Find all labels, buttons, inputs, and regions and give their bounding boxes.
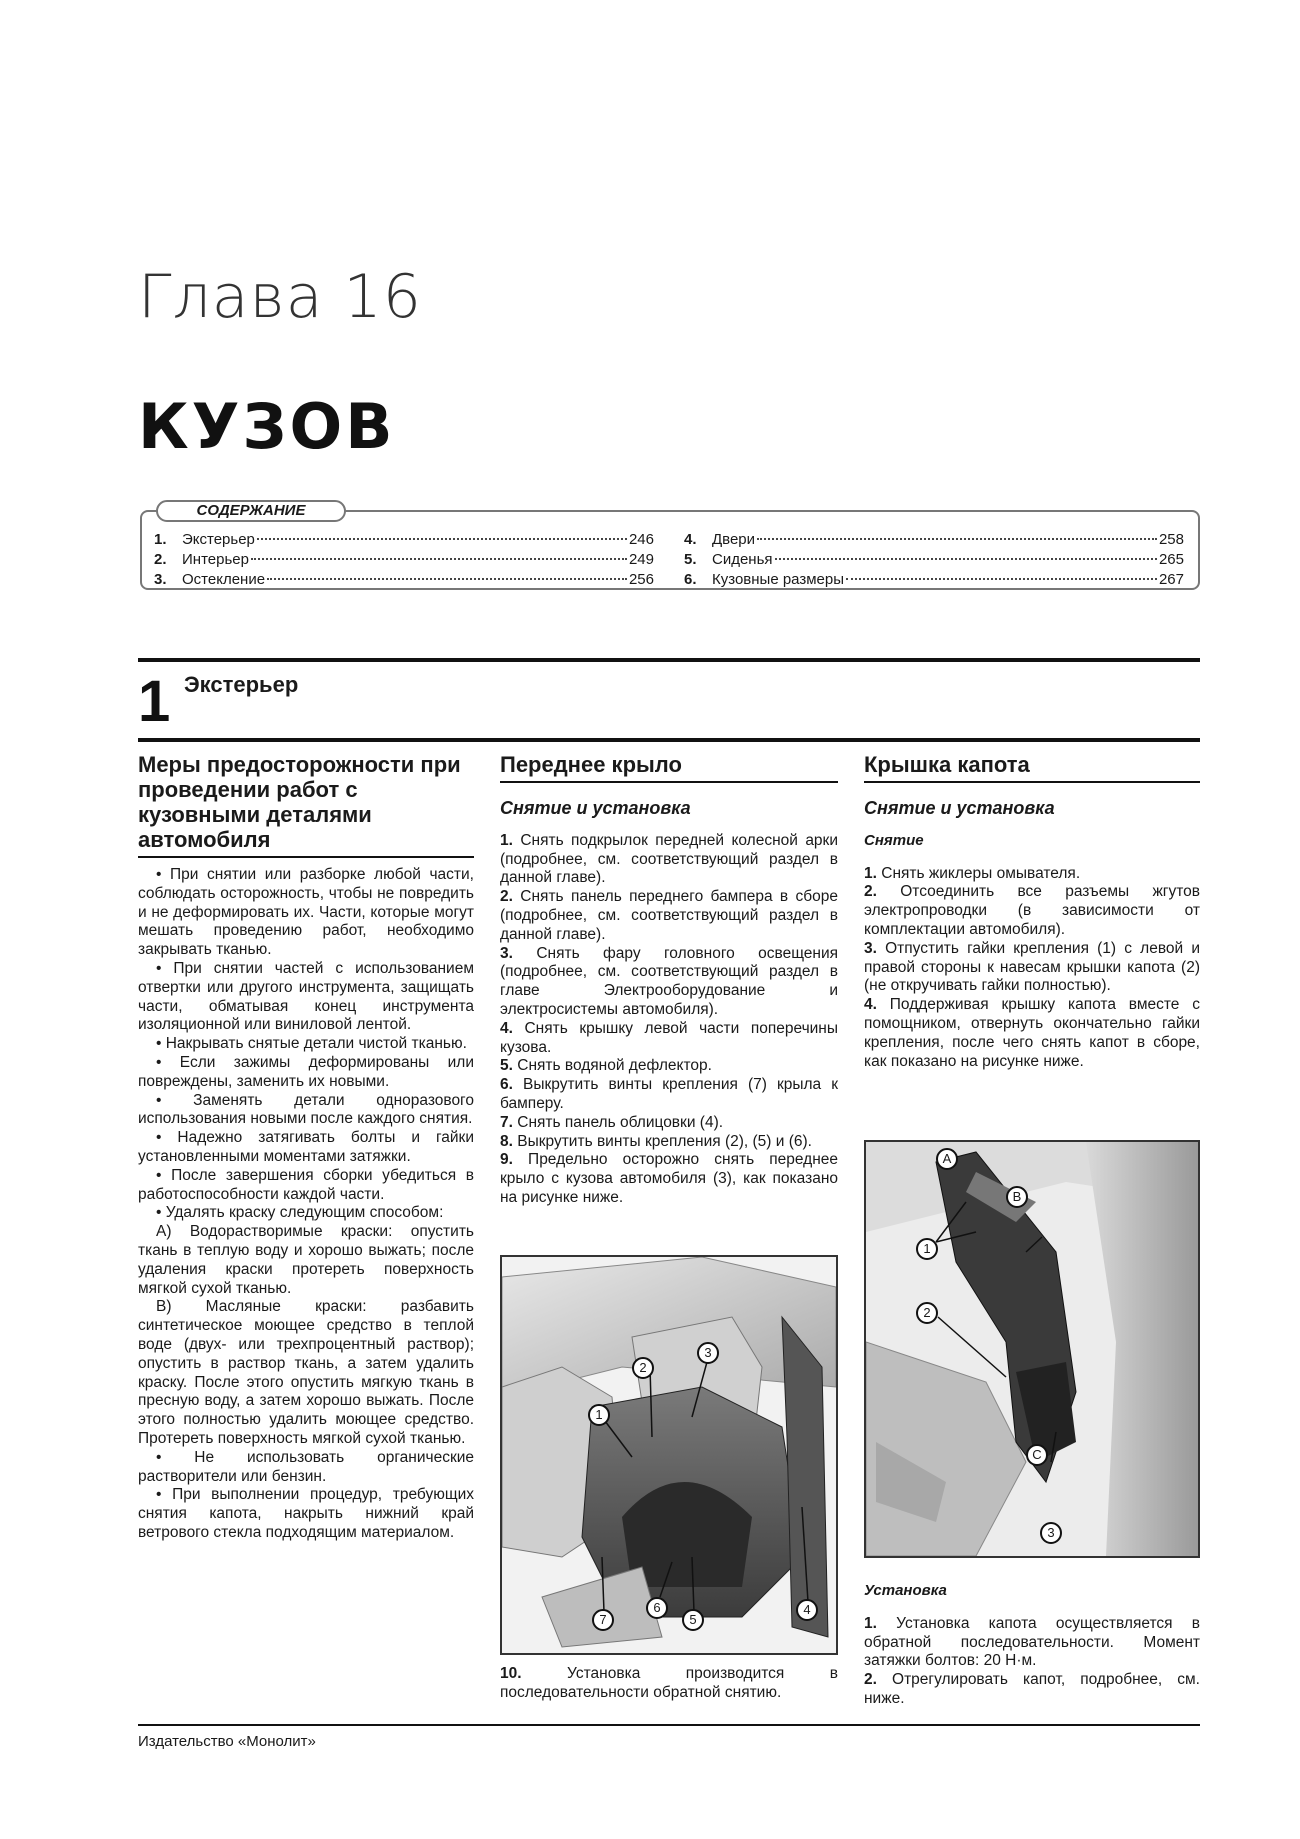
chapter-title: КУЗОВ: [138, 390, 396, 463]
toc-item-number: 2.: [154, 551, 167, 568]
callout-a: A: [936, 1148, 958, 1170]
toc-item-title: Интерьер: [182, 551, 249, 568]
hood-hinge-diagram-icon: [866, 1142, 1198, 1556]
toc-item-number: 4.: [684, 531, 697, 548]
step: 8. Выкрутить винты крепления (2), (5) и (6).: [500, 1132, 812, 1150]
toc-item-page: 265: [1158, 551, 1184, 568]
toc-leader-dots: [775, 558, 1157, 560]
toc-leader-dots: [757, 538, 1157, 540]
publisher-footer: Издательство «Монолит»: [138, 1733, 316, 1750]
step: 1. Установка капота осуществляется в обратной последовательности. Момент затяжки болтов: 20 Н·м.: [864, 1614, 1200, 1670]
step: 2. Снять панель переднего бампера в сборе (подробнее, см. соответствующий раздел в данной главе).: [500, 888, 839, 943]
toc-leader-dots: [257, 538, 627, 540]
toc-leader-dots: [846, 578, 1157, 580]
toc-leader-dots: [251, 558, 627, 560]
toc-item-title: Остекление: [182, 571, 266, 588]
removal-label: Снятие: [864, 831, 924, 849]
toc-item[interactable]: [154, 530, 654, 550]
paragraph: • Надежно затягивать болты и гайки установленными моментами затяжки.: [138, 1129, 474, 1165]
paragraph: • После завершения сборки убедиться в работоспособности каждой части.: [138, 1166, 474, 1203]
hood-illustration: [864, 1140, 1200, 1558]
column-front-fender: [500, 752, 838, 1208]
step: 2. Отсоединить все разъемы жгутов электропроводки (в зависимости от комплектации автомобиля).: [864, 883, 1200, 938]
callout-1: 1: [588, 1404, 610, 1426]
fender-final-step: [500, 1665, 838, 1703]
fender-illustration: [500, 1255, 838, 1655]
step: 1. Снять подкрылок передней колесной арки (подробнее, см. соответствующий раздел в данной главе).: [500, 831, 838, 887]
callout-b: B: [1006, 1186, 1028, 1208]
chapter-label: Глава 16: [138, 262, 422, 332]
toc-column-right: [684, 530, 1184, 590]
paragraph: А) Водорастворимые краски: опустить ткань в теплую воду и хорошо выжать; после удаления краски протереть поверхность мягкой сухой тканью.: [138, 1223, 474, 1297]
section-bottom-rule: [138, 738, 1200, 742]
callout-c: C: [1026, 1444, 1048, 1466]
paragraph: • Заменять детали одноразового использования новыми после каждого снятия.: [138, 1091, 474, 1128]
toc-item-page: 249: [628, 551, 654, 568]
paragraph: • Удалять краску следующим способом:: [156, 1204, 444, 1222]
paragraph: В) Масляные краски: разбавить синтетическое моющее средство в теплой воде (двух- или трехпроцентный раствор); опустить в раствор ткань, а затем удалить краску. После этого опустить мягкую ткань в пресную воду, а затем хорошо выжать. После этого полностью удалить моющее средство. Протереть поверхность мягкой сухой тканью.: [138, 1298, 474, 1447]
table-of-contents: [140, 502, 1200, 590]
toc-item-number: 6.: [684, 571, 697, 588]
callout-2: 2: [916, 1302, 938, 1324]
column-hood: [864, 752, 1200, 1071]
step: 3. Снять фару головного освещения (подробнее, см. соответствующий раздел в главе Электрооборудование и электросистемы автомобиля).: [500, 944, 839, 1018]
paragraph: • При выполнении процедур, требующих снятия капота, накрыть нижний край ветрового стекла подходящим материалом.: [138, 1486, 474, 1541]
toc-item-number: 1.: [154, 531, 167, 548]
callout-1: 1: [916, 1238, 938, 1260]
callout-4: 4: [796, 1599, 818, 1621]
install-label: Установка: [864, 1582, 947, 1599]
hood-install-section: [864, 1574, 1200, 1709]
footer-rule: [138, 1724, 1200, 1726]
toc-item[interactable]: [684, 550, 1184, 570]
paragraph: • Если зажимы деформированы или повреждены, заменить их новыми.: [138, 1053, 474, 1090]
callout-2: 2: [632, 1357, 654, 1379]
step: 3. Отпустить гайки крепления (1) с левой и правой стороны к навесам крышки капота (2) (не откручивать гайки полностью).: [864, 939, 1200, 995]
toc-item[interactable]: [154, 570, 654, 590]
toc-item-number: 3.: [154, 571, 167, 588]
section-title: Экстерьер: [184, 672, 299, 697]
step: 2. Отрегулировать капот, подробнее, см. ниже.: [864, 1671, 1200, 1707]
paragraph: • При снятии или разборке любой части, соблюдать осторожность, чтобы не повредить и не деформировать их. Части, которые могут мешать проведению работ, необходимо закрывать тканью.: [138, 866, 474, 959]
toc-item[interactable]: [684, 530, 1184, 550]
toc-leader-dots: [267, 578, 627, 580]
step: 10. Установка производится в последовательности обратной снятию.: [500, 1665, 838, 1701]
hood-heading: Крышка капота: [864, 752, 1200, 783]
toc-header: СОДЕРЖАНИЕ: [156, 500, 346, 522]
step: 4. Поддерживая крышку капота вместе с помощником, отвернуть окончательно гайки крепления, после чего снять капот в сборе, как показано на рисунке ниже.: [864, 996, 1200, 1070]
step: 9. Предельно осторожно снять переднее крыло с кузова автомобиля (3), как показано на рисунке ниже.: [500, 1151, 839, 1206]
column-precautions: [138, 752, 474, 1543]
fender-diagram-icon: [502, 1257, 836, 1653]
callout-6: 6: [646, 1597, 668, 1619]
toc-item-page: 246: [628, 531, 654, 548]
fender-subheading: Снятие и установка: [500, 798, 691, 818]
section-top-rule: [138, 658, 1200, 662]
toc-item-number: 5.: [684, 551, 697, 568]
toc-item[interactable]: [684, 570, 1184, 590]
precautions-heading: Меры предосторожности при проведении работ с кузовными деталями автомобиля: [138, 752, 474, 858]
toc-item-title: Кузовные размеры: [712, 571, 845, 588]
section-number: 1: [138, 669, 171, 734]
paragraph: • Накрывать снятые детали чистой тканью.: [156, 1035, 467, 1053]
toc-item[interactable]: [154, 550, 654, 570]
toc-item-page: 258: [1158, 531, 1184, 548]
toc-column-left: [154, 530, 654, 590]
step: 6. Выкрутить винты крепления (7) крыла к бамперу.: [500, 1076, 838, 1112]
step: 5. Снять водяной дефлектор.: [500, 1057, 712, 1075]
paragraph: • Не использовать органические растворители или бензин.: [138, 1448, 474, 1485]
toc-item-title: Экстерьер: [182, 531, 255, 548]
toc-item-title: Сиденья: [712, 551, 773, 568]
paragraph: • При снятии частей с использованием отвертки или другого инструмента, защищать части, обматывая конец инструмента изоляционной или виниловой лентой.: [138, 959, 474, 1034]
hood-subheading: Снятие и установка: [864, 798, 1055, 818]
callout-5: 5: [682, 1609, 704, 1631]
callout-3: 3: [1040, 1522, 1062, 1544]
toc-item-title: Двери: [712, 531, 756, 548]
step: 7. Снять панель облицовки (4).: [500, 1113, 724, 1131]
toc-item-page: 256: [628, 571, 654, 588]
fender-heading: Переднее крыло: [500, 752, 838, 783]
step: 1. Снять жиклеры омывателя.: [864, 864, 1081, 882]
toc-item-page: 267: [1158, 571, 1184, 588]
callout-3: 3: [697, 1342, 719, 1364]
callout-7: 7: [592, 1609, 614, 1631]
step: 4. Снять крышку левой части поперечины кузова.: [500, 1019, 839, 1056]
